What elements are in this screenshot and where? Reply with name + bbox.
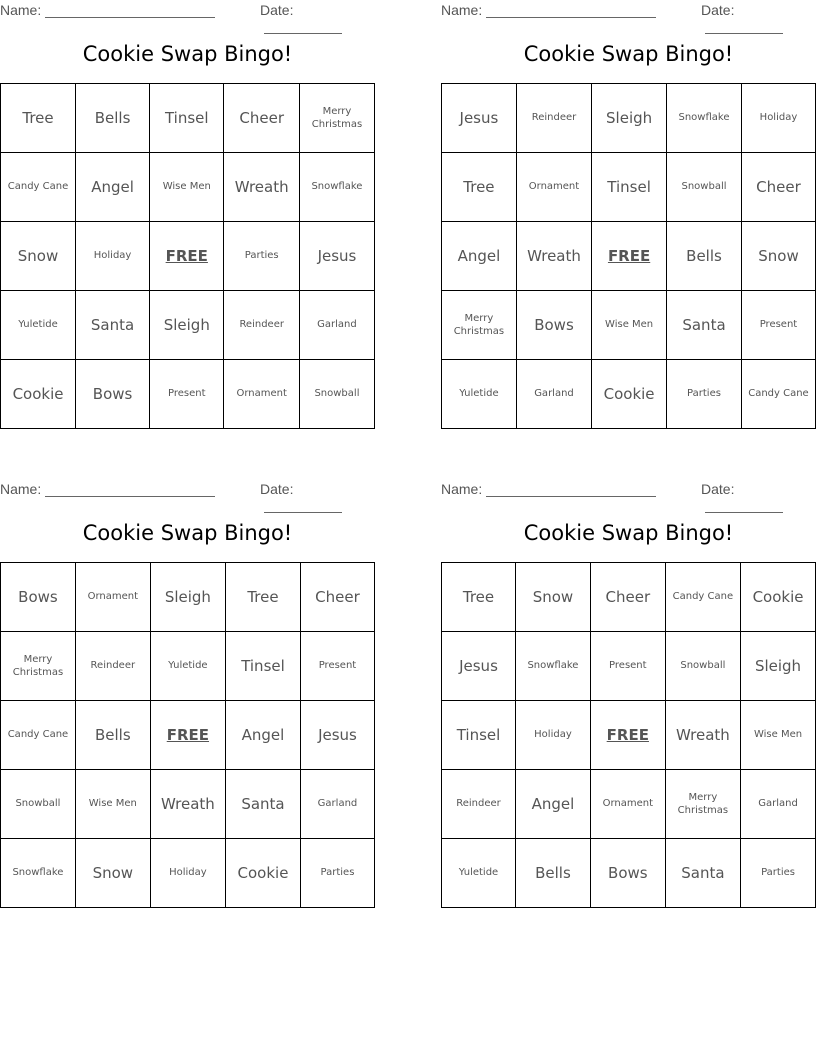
bingo-cell[interactable]: Sleigh xyxy=(741,632,816,701)
bingo-grid xyxy=(0,562,375,908)
bingo-cell[interactable]: Ornament xyxy=(516,153,591,222)
bingo-cell[interactable]: Bells xyxy=(667,222,742,291)
name-field[interactable]: Name: xyxy=(0,481,215,497)
date-field[interactable]: Date: xyxy=(260,481,375,513)
bingo-cell[interactable]: Jesus xyxy=(300,701,374,770)
bingo-cell[interactable]: Snow xyxy=(516,563,591,632)
name-field[interactable]: Name: xyxy=(441,2,656,18)
bingo-cell[interactable]: Snowball xyxy=(667,153,742,222)
bingo-cell[interactable]: Snow xyxy=(1,222,76,291)
bingo-cell[interactable]: Bells xyxy=(516,839,591,908)
bingo-cell[interactable]: Holiday xyxy=(516,701,591,770)
bingo-cell[interactable]: Bows xyxy=(590,839,665,908)
bingo-cell[interactable]: Candy Cane xyxy=(1,701,76,770)
bingo-cell[interactable]: Parties xyxy=(741,839,816,908)
bingo-cell[interactable]: Reindeer xyxy=(516,84,591,153)
bingo-cell[interactable]: Reindeer xyxy=(442,770,516,839)
free-space[interactable]: FREE xyxy=(150,701,225,770)
name-field[interactable]: Name: xyxy=(441,481,656,497)
bingo-cell[interactable]: Snowflake xyxy=(667,84,742,153)
bingo-cell[interactable]: Angel xyxy=(226,701,301,770)
bingo-cell[interactable]: Snow xyxy=(75,839,150,908)
bingo-cell[interactable]: Sleigh xyxy=(150,291,224,360)
bingo-cell[interactable]: Parties xyxy=(224,222,299,291)
card-title: Cookie Swap Bingo! xyxy=(523,521,734,545)
bingo-cell[interactable]: Garland xyxy=(299,291,374,360)
bingo-cell[interactable]: Cookie xyxy=(1,360,76,429)
bingo-cell[interactable]: Cheer xyxy=(300,563,374,632)
bingo-cell[interactable]: Merry Christmas xyxy=(665,770,740,839)
bingo-cell[interactable]: Bells xyxy=(75,701,150,770)
bingo-cell[interactable]: Wreath xyxy=(516,222,591,291)
bingo-cell[interactable]: Wreath xyxy=(665,701,740,770)
bingo-cell[interactable]: Snow xyxy=(741,222,815,291)
bingo-cell[interactable]: Garland xyxy=(741,770,816,839)
bingo-cell[interactable]: Snowball xyxy=(665,632,740,701)
bingo-cell[interactable]: Snowball xyxy=(299,360,374,429)
card-header xyxy=(0,481,375,499)
free-space[interactable]: FREE xyxy=(592,222,667,291)
card-title: Cookie Swap Bingo! xyxy=(82,521,293,545)
bingo-cell[interactable]: Tinsel xyxy=(592,153,667,222)
bingo-cell[interactable]: Tinsel xyxy=(150,84,224,153)
bingo-cell[interactable]: Jesus xyxy=(442,84,517,153)
card-header xyxy=(441,481,816,499)
card-title: Cookie Swap Bingo! xyxy=(523,42,734,66)
bingo-cell[interactable]: Snowflake xyxy=(516,632,591,701)
bingo-cell[interactable]: Yuletide xyxy=(1,291,76,360)
bingo-cell[interactable]: Merry Christmas xyxy=(1,632,76,701)
bingo-cell[interactable]: Snowflake xyxy=(1,839,76,908)
bingo-cell[interactable]: Yuletide xyxy=(442,360,517,429)
bingo-cell[interactable]: Garland xyxy=(300,770,374,839)
free-space[interactable]: FREE xyxy=(590,701,665,770)
card-header xyxy=(0,2,375,20)
bingo-cell[interactable]: Ornament xyxy=(224,360,299,429)
bingo-cell[interactable]: Angel xyxy=(76,153,150,222)
bingo-cell[interactable]: Tree xyxy=(226,563,301,632)
bingo-cell[interactable]: Santa xyxy=(667,291,742,360)
bingo-cell[interactable]: Yuletide xyxy=(150,632,225,701)
name-field[interactable]: Name: xyxy=(0,2,215,18)
bingo-cell[interactable]: Wise Men xyxy=(75,770,150,839)
bingo-cell[interactable]: Parties xyxy=(667,360,742,429)
bingo-cell[interactable]: Merry Christmas xyxy=(442,291,517,360)
bingo-cell[interactable]: Holiday xyxy=(76,222,150,291)
bingo-cell[interactable]: Tree xyxy=(442,153,517,222)
bingo-cell[interactable]: Holiday xyxy=(150,839,225,908)
bingo-cell[interactable]: Angel xyxy=(442,222,517,291)
bingo-cell[interactable]: Present xyxy=(300,632,374,701)
card-title: Cookie Swap Bingo! xyxy=(82,42,293,66)
bingo-cell[interactable]: Merry Christmas xyxy=(299,84,374,153)
bingo-cell[interactable]: Yuletide xyxy=(442,839,516,908)
bingo-cell[interactable]: Garland xyxy=(516,360,591,429)
bingo-cell[interactable]: Cookie xyxy=(741,563,816,632)
bingo-cell[interactable]: Angel xyxy=(516,770,591,839)
bingo-cell[interactable]: Parties xyxy=(300,839,374,908)
bingo-cell[interactable]: Snowball xyxy=(1,770,76,839)
bingo-cell[interactable]: Bows xyxy=(516,291,591,360)
bingo-cell[interactable]: Holiday xyxy=(741,84,815,153)
bingo-cell[interactable]: Reindeer xyxy=(224,291,299,360)
bingo-cell[interactable]: Cookie xyxy=(592,360,667,429)
bingo-cell[interactable]: Tree xyxy=(442,563,516,632)
bingo-cell[interactable]: Candy Cane xyxy=(1,153,76,222)
date-field[interactable]: Date: xyxy=(260,2,375,34)
date-field[interactable]: Date: xyxy=(701,481,816,513)
bingo-cell[interactable]: Wise Men xyxy=(741,701,816,770)
bingo-cell[interactable]: Wreath xyxy=(224,153,299,222)
bingo-cell[interactable]: Reindeer xyxy=(75,632,150,701)
bingo-grid xyxy=(441,562,816,908)
bingo-cell[interactable]: Wise Men xyxy=(592,291,667,360)
bingo-grid xyxy=(0,83,375,429)
bingo-cell[interactable]: Bells xyxy=(76,84,150,153)
bingo-cell[interactable]: Santa xyxy=(665,839,740,908)
bingo-cell[interactable]: Present xyxy=(741,291,815,360)
bingo-cell[interactable]: Cheer xyxy=(224,84,299,153)
bingo-cell[interactable]: Snowflake xyxy=(299,153,374,222)
bingo-cell[interactable]: Candy Cane xyxy=(665,563,740,632)
bingo-cell[interactable]: Bows xyxy=(1,563,76,632)
bingo-cell[interactable]: Sleigh xyxy=(592,84,667,153)
bingo-grid xyxy=(441,83,816,429)
bingo-cell[interactable]: Ornament xyxy=(590,770,665,839)
bingo-cell[interactable]: Santa xyxy=(76,291,150,360)
bingo-cell[interactable]: Tinsel xyxy=(442,701,516,770)
bingo-cell[interactable]: Wreath xyxy=(150,770,225,839)
bingo-cell[interactable]: Present xyxy=(590,632,665,701)
bingo-cell[interactable]: Cookie xyxy=(226,839,301,908)
bingo-cell[interactable]: Tree xyxy=(1,84,76,153)
bingo-cell[interactable]: Ornament xyxy=(75,563,150,632)
bingo-cell[interactable]: Candy Cane xyxy=(741,360,815,429)
free-space[interactable]: FREE xyxy=(150,222,224,291)
date-field[interactable]: Date: xyxy=(701,2,816,34)
bingo-cell[interactable]: Jesus xyxy=(442,632,516,701)
bingo-cell[interactable]: Tinsel xyxy=(226,632,301,701)
bingo-cell[interactable]: Sleigh xyxy=(150,563,225,632)
bingo-cell[interactable]: Cheer xyxy=(741,153,815,222)
bingo-cell[interactable]: Jesus xyxy=(299,222,374,291)
bingo-cell[interactable]: Present xyxy=(150,360,224,429)
bingo-cell[interactable]: Bows xyxy=(76,360,150,429)
bingo-cell[interactable]: Wise Men xyxy=(150,153,224,222)
card-header xyxy=(441,2,816,20)
bingo-cell[interactable]: Cheer xyxy=(590,563,665,632)
bingo-cell[interactable]: Santa xyxy=(226,770,301,839)
